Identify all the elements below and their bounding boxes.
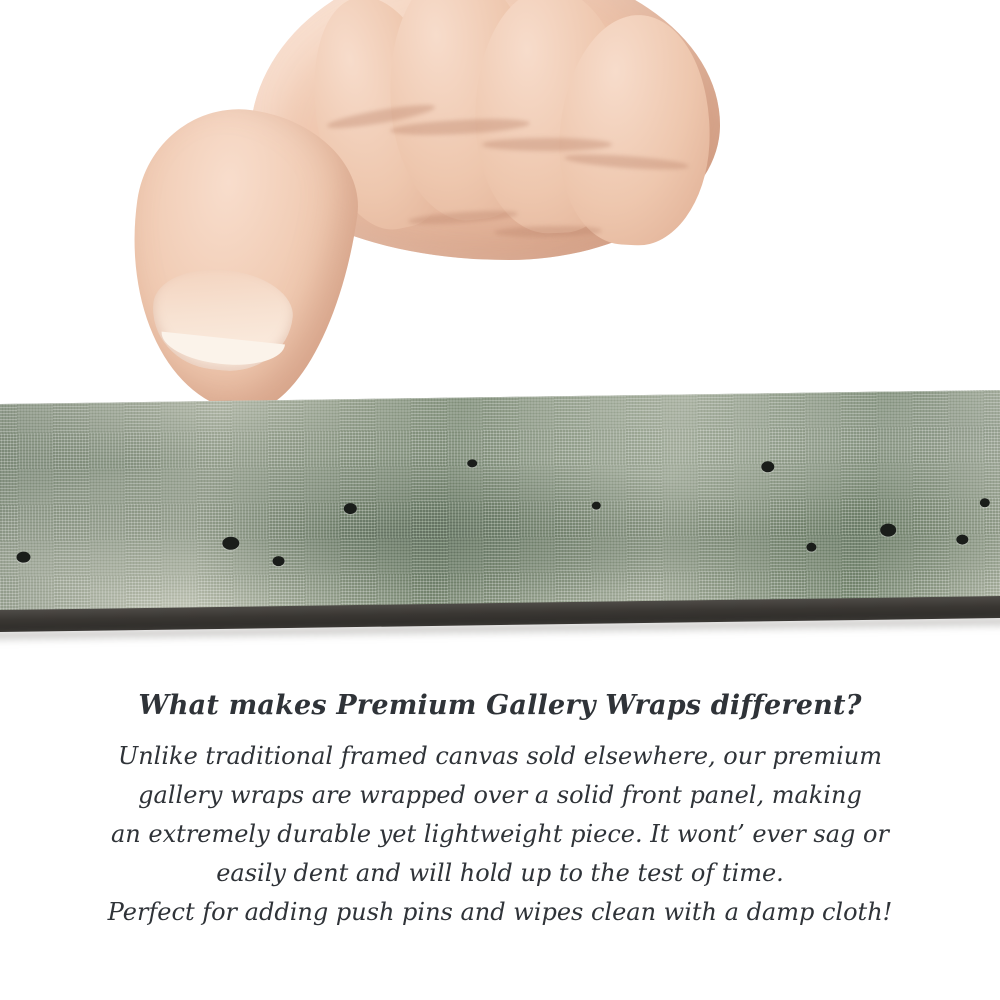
knuckle-crease: [482, 138, 612, 151]
canvas-panel: [0, 390, 1000, 642]
caption-line-1: Unlike traditional framed canvas sold elsewhere, our premium: [117, 742, 882, 770]
caption-line-3: an extremely durable yet lightweight piece. It wont’ ever sag or: [111, 820, 889, 848]
caption-line-4: easily dent and will hold up to the test of time.: [216, 859, 784, 887]
print-speck: [592, 502, 601, 510]
caption-line-5: Perfect for adding push pins and wipes clean with a damp cloth!: [107, 898, 893, 926]
print-speck: [467, 459, 477, 467]
caption-line-2: gallery wraps are wrapped over a solid front panel, making: [138, 781, 862, 809]
hand-illustration: [90, 0, 710, 430]
print-speck: [806, 543, 816, 552]
caption-block: [0, 690, 1000, 932]
canvas-weave-texture: [0, 390, 1000, 612]
caption-title: What makes Premium Gallery Wraps different?: [138, 690, 862, 721]
print-speck: [980, 498, 990, 507]
